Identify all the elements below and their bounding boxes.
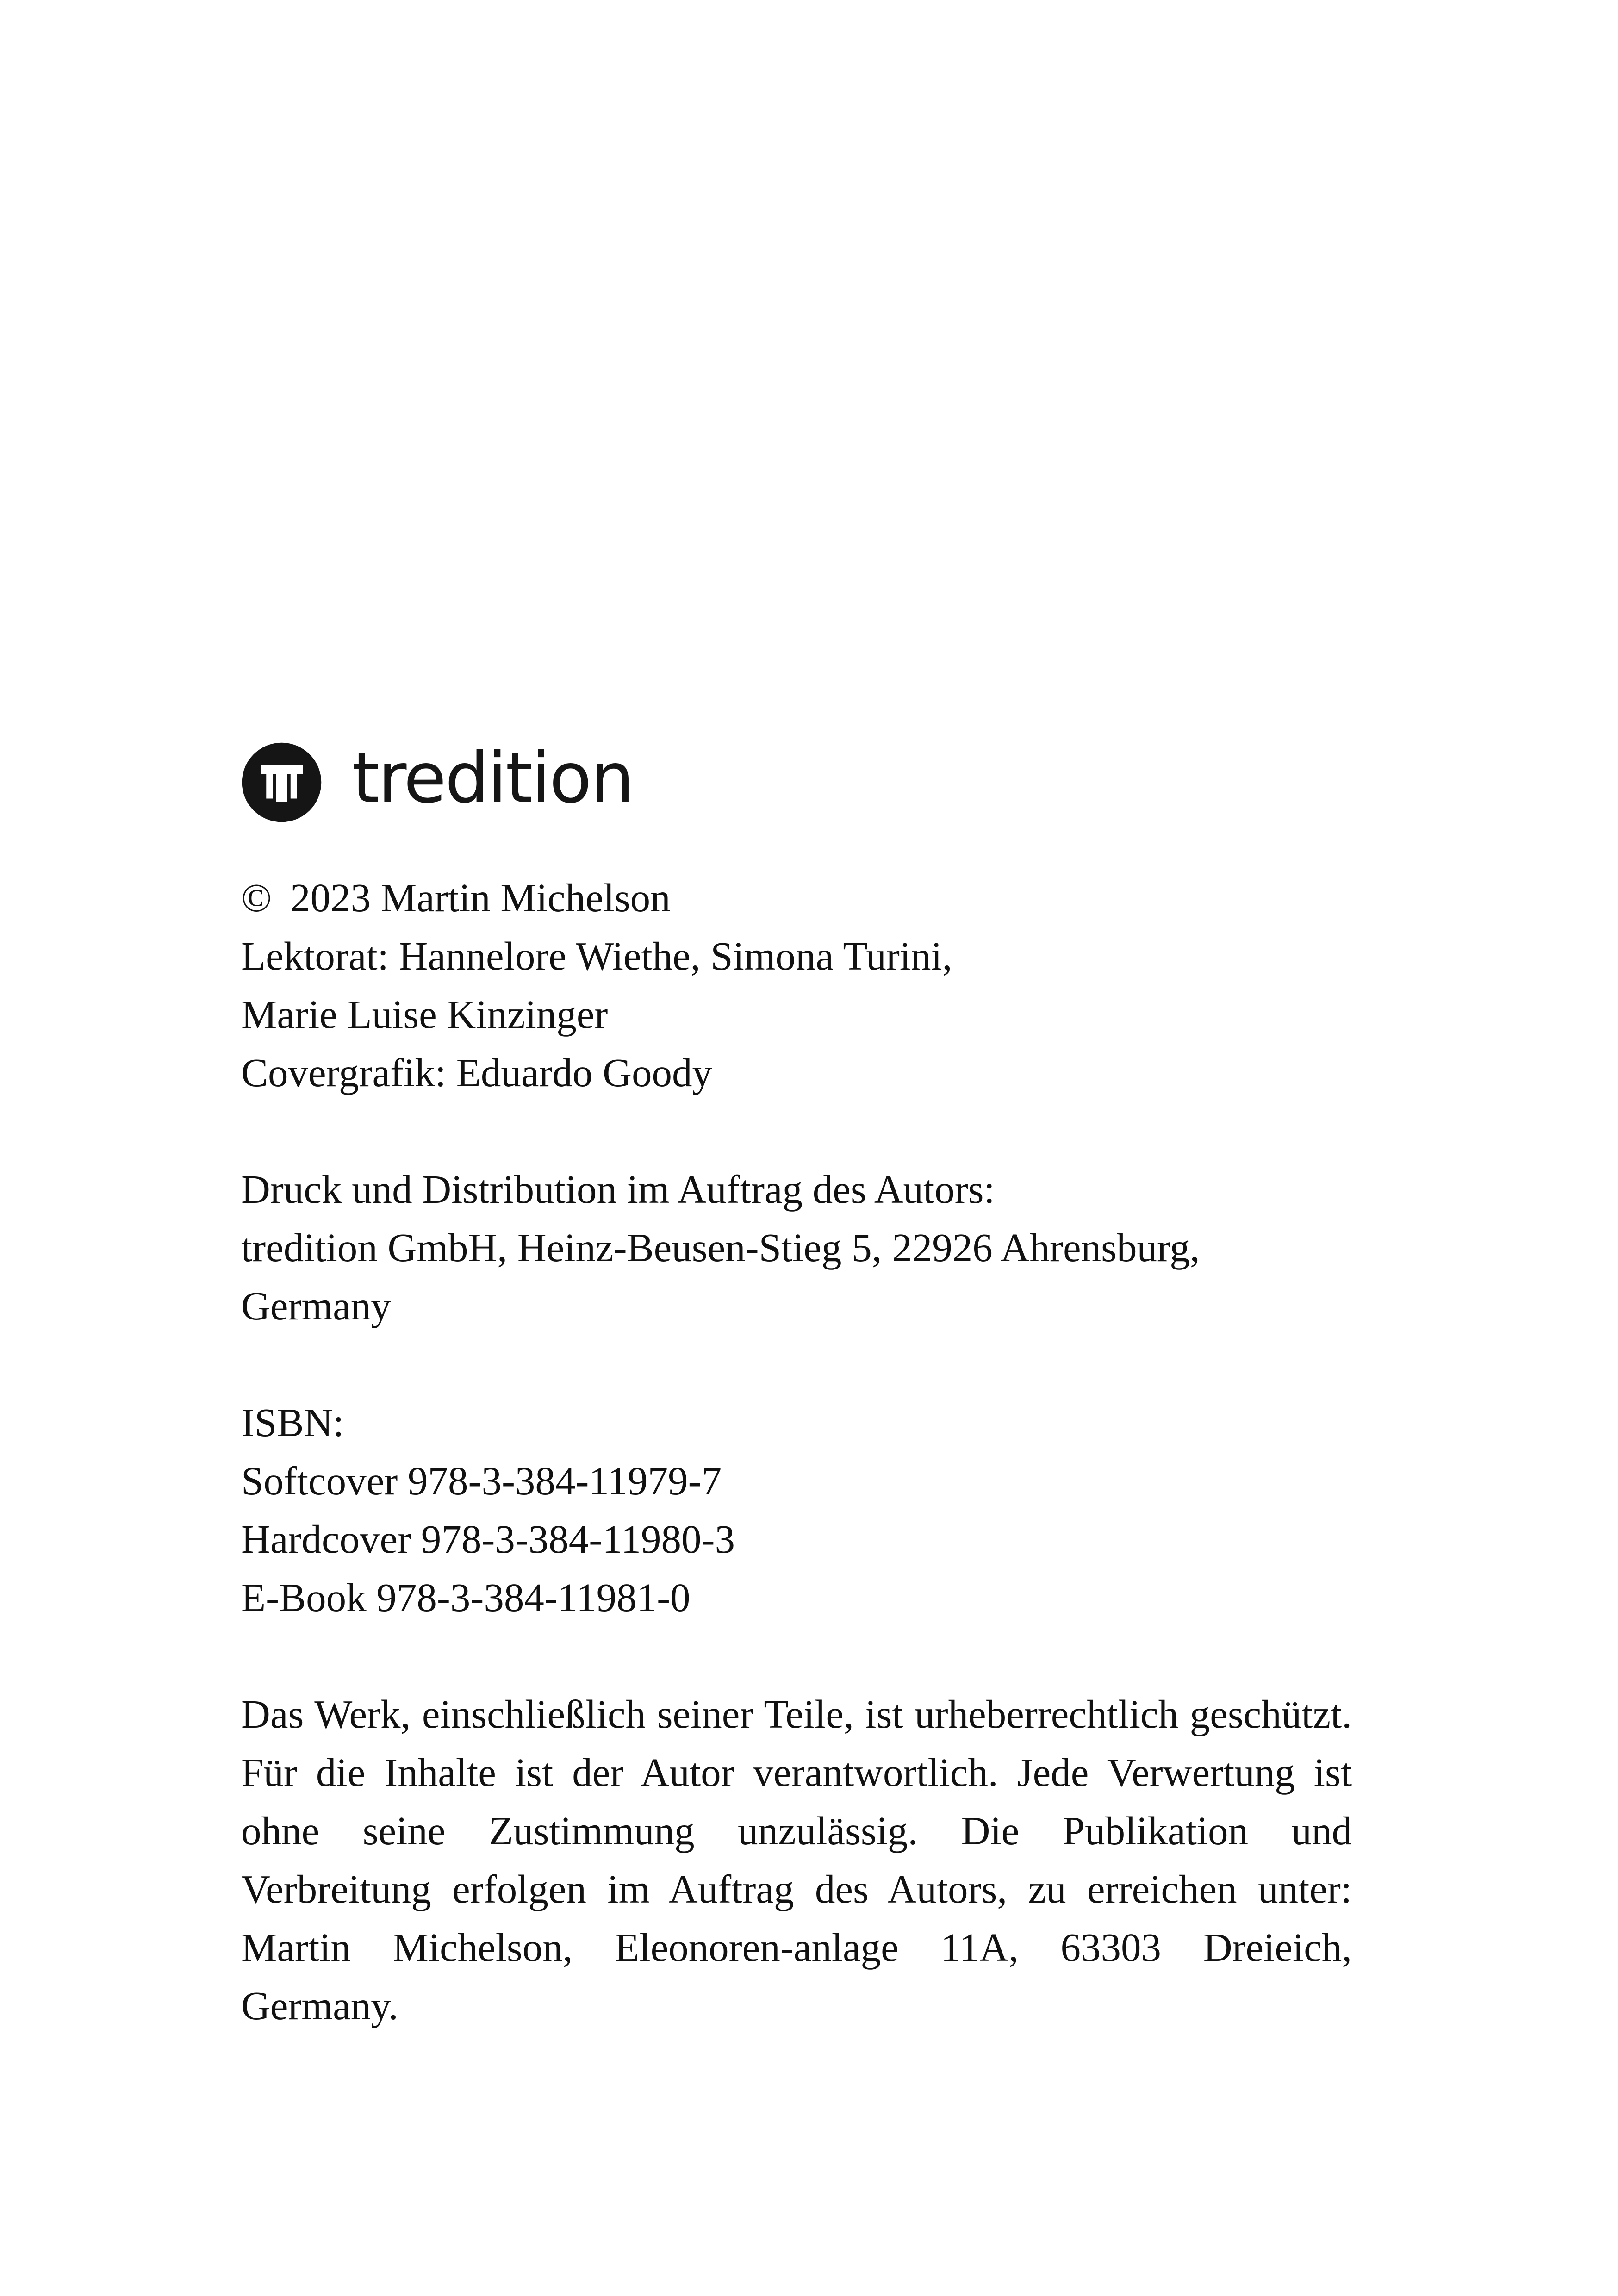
publisher-logo-text: tredition	[352, 738, 633, 819]
isbn-hardcover: Hardcover 978-3-384-11980-3	[241, 1517, 735, 1562]
distribution-block	[241, 1160, 1352, 1335]
isbn-ebook: E-Book 978-3-384-11981-0	[241, 1575, 691, 1620]
editing-credit-line-1: Lektorat: Hannelore Wiethe, Simona Turini,	[241, 933, 952, 978]
isbn-heading: ISBN:	[241, 1400, 344, 1445]
tredition-logo-icon	[241, 742, 322, 823]
editing-credit-line-2: Marie Luise Kinzinger	[241, 992, 608, 1037]
distribution-line-1: Druck und Distribution im Auftrag des Autors:	[241, 1167, 995, 1212]
distribution-line-2: tredition GmbH, Heinz-Beusen-Stieg 5, 22926 Ahrensburg,	[241, 1225, 1200, 1270]
copyright-line	[241, 869, 1352, 927]
imprint-content	[241, 738, 1352, 2075]
distribution-line-3: Germany	[241, 1283, 391, 1328]
isbn-softcover: Softcover 978-3-384-11979-7	[241, 1458, 722, 1503]
copyright-symbol: ©	[241, 875, 272, 920]
credits-block	[241, 869, 1352, 1102]
copyright-legal-notice: Das Werk, einschließlich seiner Teile, ist urheberrechtlich geschützt. Für die Inhalte ist der Autor verantwortlich. Jede Verwertung ist ohne seine Zustimmung unzulässig. Die Publikation und Verbreitung erfolgen im Auftrag des Autors, zu erreichen unter: Martin Michelson, Eleonoren-anlage 11A, 63303 Dreieich, Germany.	[241, 1692, 1352, 2028]
copyright-text: 2023 Martin Michelson	[290, 875, 671, 920]
cover-art-credit: Covergrafik: Eduardo Goody	[241, 1050, 713, 1095]
publisher-logo	[241, 738, 1352, 826]
isbn-block	[241, 1394, 1352, 1627]
